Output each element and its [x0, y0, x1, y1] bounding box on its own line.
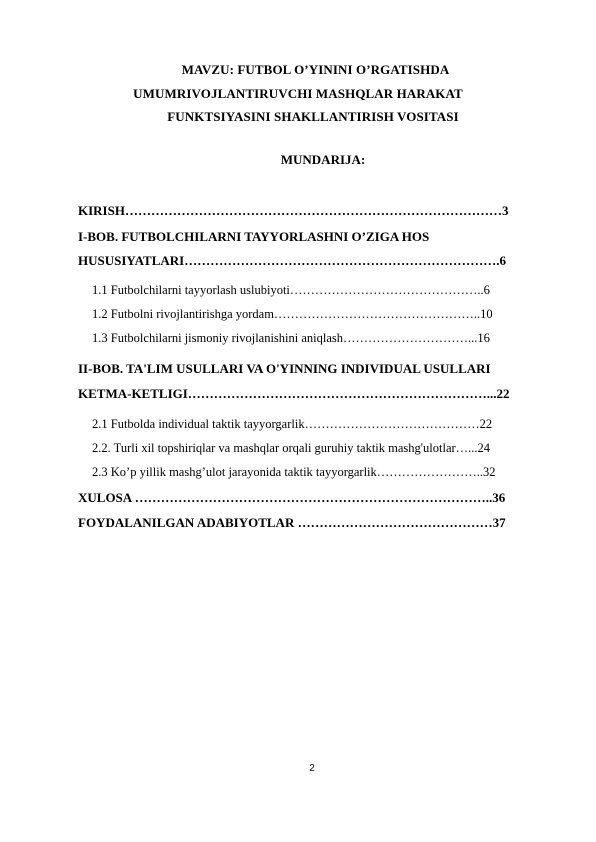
toc-entry-1-3: 1.3 Futbolchilarni jismoniy rivojlanishini aniqlash…………………………...16	[92, 331, 490, 345]
page-number: 2	[309, 763, 315, 774]
title-line-1: MAVZU: FUTBOL O’YININI O’RGATISHDA	[181, 62, 450, 77]
toc-entry-2-1: 2.1 Futbolda individual taktik tayyorgarlik……………………………………22	[92, 417, 493, 431]
toc-entry-xulosa: XULOSA ………………………………………………………………………..36	[78, 490, 506, 505]
contents-heading: MUNDARIJA:	[280, 152, 366, 167]
toc-entry-chapter-1-line-1: I-BOB. FUTBOLCHILARNI TAYYORLASHNI O’ZIGA HOS	[78, 229, 430, 244]
title-line-3: FUNKTSIYASINI SHAKLLANTIRISH VOSITASI	[167, 109, 459, 124]
toc-entry-chapter-2-line-1: II-BOB. TA'LIM USULLARI VA O'YINNING INDIVIDUAL USULLARI	[78, 361, 491, 376]
title-line-2: UMUMRIVOJLANTIRUVCHI MASHQLAR HARAKAT	[133, 86, 463, 101]
toc-entry-kirish: KIRISH……………………………………………………………………………3	[78, 203, 509, 218]
toc-entry-2-3: 2.3 Ko’p yillik mashg’ulot jarayonida taktik tayyorgarlik……………………..32	[92, 465, 496, 479]
toc-entry-chapter-2-line-2: KETMA-KETLIGI……………………………………………………………...22	[78, 386, 510, 401]
toc-entry-1-2: 1.2 Futbolni rivojlantirishga yordam…………………………………………..10	[92, 307, 493, 321]
toc-entry-1-1: 1.1 Futbolchilarni tayyorlash uslubiyoti………………………………………..6	[92, 283, 490, 297]
toc-entry-chapter-1-line-2: HUSUSIYATLARI……………………………………………………………….6	[78, 253, 506, 268]
toc-entry-adabiyotlar: FOYDALANILGAN ADABIYOTLAR ………………………………………37	[78, 515, 506, 530]
toc-entry-2-2: 2.2. Turli xil topshiriqlar va mashqlar orqali guruhiy taktik mashg'ulotlar…...24	[92, 441, 491, 455]
